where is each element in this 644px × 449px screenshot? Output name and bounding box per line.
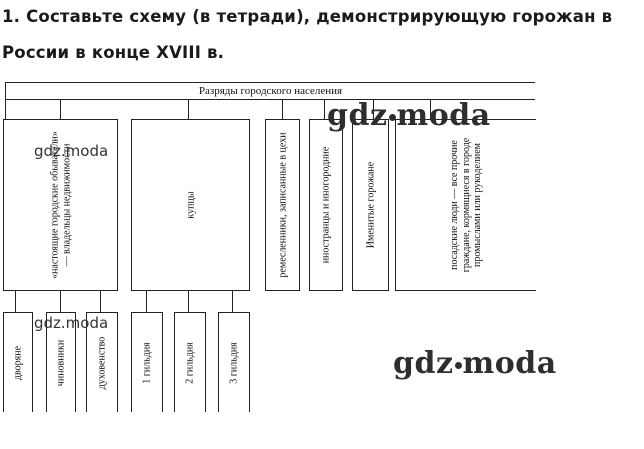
watermark-dot [389,114,396,121]
subcategory-box [174,312,206,412]
connector-bar [15,291,16,312]
connector-bar [282,99,283,119]
watermark [393,346,557,381]
subcategory-label: дворяне [12,345,24,380]
watermark: gdz.moda [34,142,109,160]
category-label: иностранцы и иногородние [320,146,332,264]
diagram-header-label: Разряды городского населения [198,85,343,97]
subcategory-box [218,312,250,412]
connector-bar [188,99,189,119]
watermark [327,98,491,133]
connector-bar [188,291,189,312]
subcategory-label: 1 гильдия [141,341,153,384]
watermark-part: gdz [327,98,388,133]
subcategory-label: чиновники [55,339,67,386]
connector-bar [232,291,233,312]
category-label: посадские люди — все прочие граждане, кормящиеся в городе промыслами или рукоделием [448,137,483,273]
connector-bar [5,99,6,119]
connector-bar [100,291,101,312]
watermark: gdz.moda [34,314,109,332]
category-label: Именитые горожане [364,161,376,249]
connector-bar [324,99,325,119]
watermark-part: moda [396,98,491,133]
category-label: ремесленники, записанные в цехи [276,132,288,278]
task-line-1: 1. Составьте схему (в тетради), демонстрирующую горожан в [2,7,613,26]
category-box [265,119,300,291]
watermark-part: moda [462,346,557,381]
task-line-2: России в конце XVIII в. [2,43,225,62]
subcategory-label: 3 гильдия [228,341,240,384]
subcategory-label: 2 гильдия [184,341,196,384]
watermark-part: gdz [393,346,454,381]
connector-bar [60,99,61,119]
subcategory-box [3,312,33,412]
connector-bar [146,291,147,312]
watermark-dot [455,362,462,369]
subcategory-label: духовенство [96,336,108,389]
category-box [352,119,389,291]
connector-bar [60,291,61,312]
category-label: «настоящие городские обыватели» — владельцы недвижимости [49,131,72,279]
category-box [131,119,250,291]
category-box [395,119,536,291]
category-box [309,119,343,291]
subcategory-box [131,312,163,412]
category-label: купцы [184,191,196,219]
